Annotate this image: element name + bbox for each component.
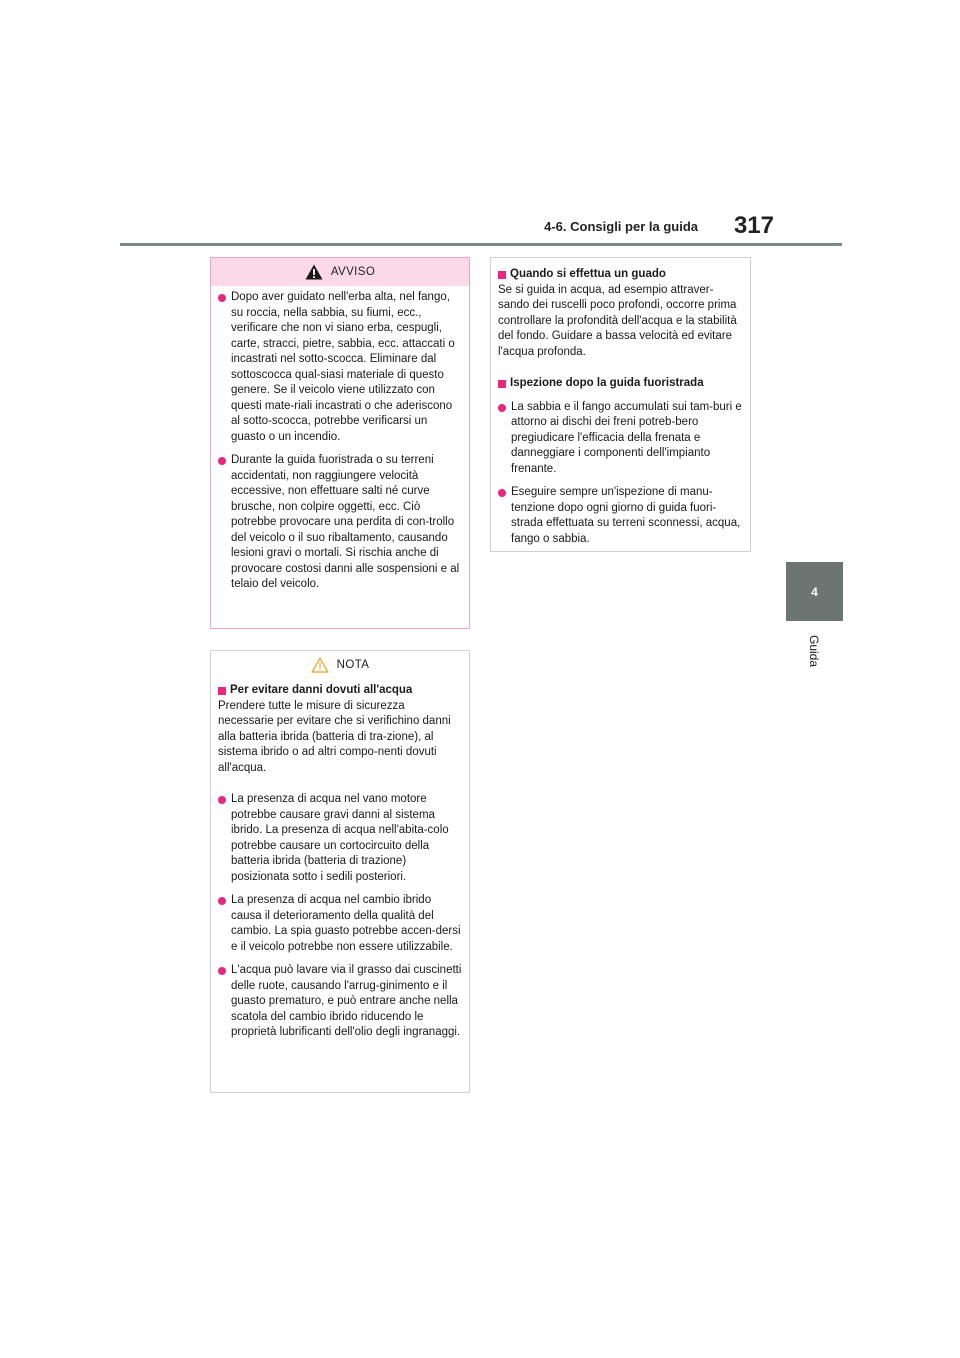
nota-content — [211, 679, 469, 1041]
right-item — [498, 400, 743, 478]
guado-heading: Quando si effettua un guado — [510, 268, 666, 280]
right-content — [491, 263, 750, 547]
chapter-label-wrap — [786, 630, 843, 672]
chapter-tab — [786, 562, 843, 621]
nota-header — [211, 651, 469, 679]
bullet-icon — [498, 404, 506, 412]
right-heading-row — [498, 267, 743, 283]
avviso-item-text: Dopo aver guidato nell'erba alta, nel fango, su roccia, nella sabbia, su fiumi, ecc., verificare che non vi siano erba, cespugli, carte, stracci, pietre, sabbia, ecc. attaccati o incastrati nel sotto-scocca. Eliminare dal sottoscocca qual-siasi materiale di questo genere. Se il veicolo viene utilizzato con questi mate-riali incastrati o che aderiscono al sotto-scocca, potrebbe verificarsi un guasto o un incendio. — [231, 291, 455, 443]
warning-triangle-filled-icon — [305, 264, 323, 280]
right-item-text: La sabbia e il fango accumulati sui tam-buri e attorno ai dischi dei freni potreb-bero pregiudicare l'efficacia della frenata e danneggiare i componenti dell'impianto frenante. — [511, 400, 742, 475]
right-item-text: Eseguire sempre un'ispezione di manu-tenzione dopo ogni giorno di guida fuori-strada effettuata su terreni sconnessi, acqua, fango o sabbia. — [511, 486, 741, 545]
avviso-item — [218, 453, 462, 593]
nota-item — [218, 893, 462, 955]
chapter-label: Guida — [807, 634, 822, 668]
bullet-icon — [218, 796, 226, 804]
nota-intro: Prendere tutte le misure di sicurezza necessarie per evitare che si verifichino danni alla batteria ibrida (batteria di tra-zione), al sistema ibrido o ad altri compo-nenti dovuti all'acqua. — [218, 699, 451, 774]
right-item — [498, 485, 743, 547]
bullet-icon — [218, 967, 226, 975]
page-number: 317 — [733, 212, 774, 239]
square-bullet-icon — [498, 380, 506, 388]
guado-paragraph: Se si guida in acqua, ad esempio attraver-sando dei ruscelli poco profondi, occorre prima controllare la profondità dell'acqua e la stabilità del fondo. Guidare a bassa velocità ed evitare l'acqua profonda. — [498, 283, 737, 358]
chapter-number: 4 — [811, 584, 818, 599]
warning-triangle-outline-icon — [311, 657, 329, 673]
nota-heading: Per evitare danni dovuti all'acqua — [230, 684, 413, 696]
avviso-header — [211, 258, 469, 286]
bullet-icon — [218, 897, 226, 905]
avviso-title: AVVISO — [330, 266, 376, 278]
avviso-item-text: Durante la guida fuoristrada o su terreni accidentati, non raggiungere velocità eccessive, non effettuare salti né curve brusche, non colpire oggetti, ecc. Ciò potrebbe provocare una perdita di con-trollo del veicolo o il suo ribaltamento, causando lesioni gravi o mortali. Si rischia anche di provocare costosi danni alle sospensioni e al telaio del veicolo. — [231, 454, 460, 590]
nota-item-text: L'acqua può lavare via il grasso dai cuscinetti delle ruote, causando l'arrug-ginimento e il guasto prematuro, e può entrare anche nella scatola del cambio ibrido riducendo le proprietà lubrificanti dell'olio degli ingranaggi. — [231, 964, 462, 1038]
bullet-icon — [498, 489, 506, 497]
bullet-icon — [218, 457, 226, 465]
ispezione-heading: Ispezione dopo la guida fuoristrada — [510, 377, 704, 389]
avviso-item — [218, 290, 462, 445]
nota-box — [210, 650, 470, 1093]
section-title: 4-6. Consigli per la guida — [544, 219, 698, 234]
right-info-box — [490, 257, 751, 552]
bullet-icon — [218, 294, 226, 302]
nota-item-text: La presenza di acqua nel cambio ibrido causa il deterioramento della qualità del cambio. La spia guasto potrebbe accen-dersi e il veicolo potrebbe non essere utilizzabile. — [231, 894, 461, 953]
square-bullet-icon — [218, 687, 226, 695]
square-bullet-icon — [498, 271, 506, 279]
nota-item-text: La presenza di acqua nel vano motore potrebbe causare gravi danni al sistema ibrido. La presenza di acqua nell'abita-colo potrebbe causare un cortocircuito della batteria ibrida (batteria di trazione) posizionata sotto i sedili posteriori. — [231, 793, 449, 883]
nota-title: NOTA — [336, 659, 370, 671]
right-heading-row — [498, 376, 743, 392]
avviso-content — [211, 286, 469, 593]
nota-item — [218, 963, 462, 1041]
nota-item — [218, 792, 462, 885]
avviso-box — [210, 257, 470, 629]
nota-heading-row — [218, 683, 462, 699]
header-rule — [120, 243, 842, 246]
